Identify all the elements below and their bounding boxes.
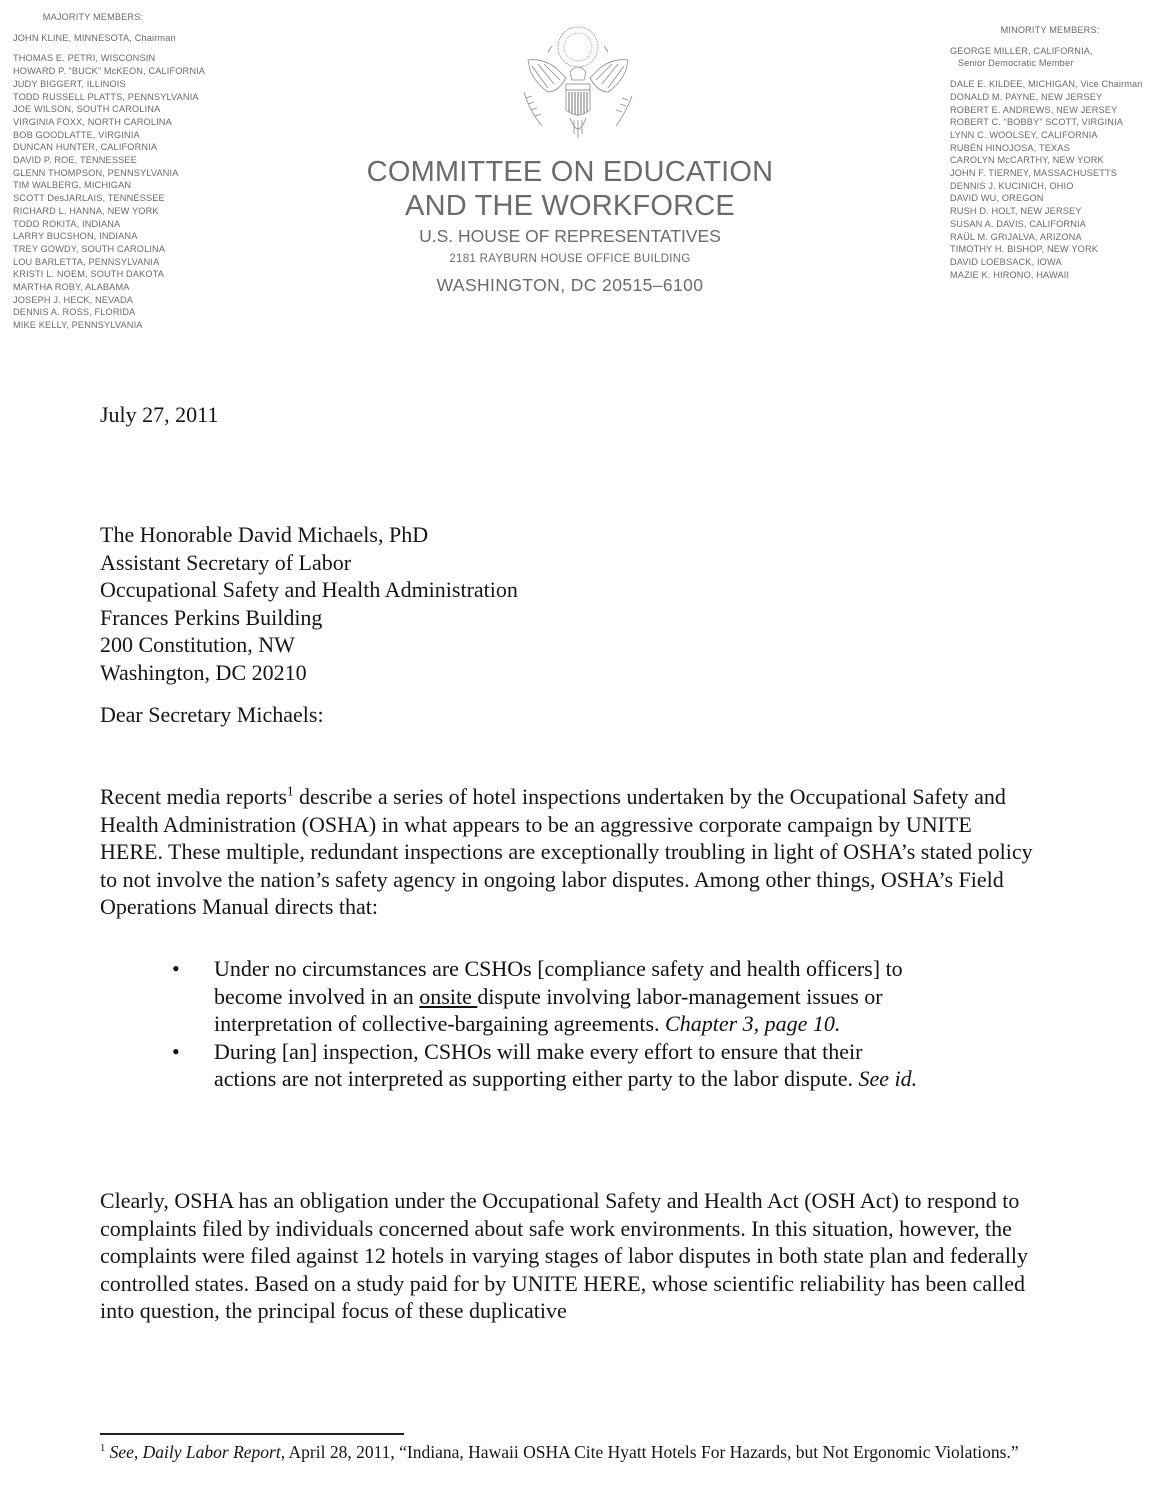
minority-member: MAZIE K. HIRONO, HAWAII <box>950 269 1070 280</box>
majority-member: DENNIS A. ROSS, FLORIDA <box>13 307 136 318</box>
majority-member: JUDY BIGGERT, ILLINOIS <box>13 78 126 89</box>
great-seal-eagle-icon <box>508 22 648 140</box>
majority-chairman: JOHN KLINE, MINNESOTA, Chairman <box>13 32 176 43</box>
recipient-line: The Honorable David Michaels, PhD <box>100 522 429 547</box>
bullet-1-citation: Chapter 3, page 10. <box>665 1011 841 1036</box>
committee-name-line1: COMMITTEE ON EDUCATION <box>366 156 774 188</box>
minority-member: JOHN F. TIERNEY, MASSACHUSETTS <box>950 168 1118 179</box>
footnote-reference[interactable]: 1 <box>286 783 294 799</box>
letter-date: July 27, 2011 <box>100 402 219 427</box>
recipient-line: Washington, DC 20210 <box>100 659 307 685</box>
office-building-address: 2181 RAYBURN HOUSE OFFICE BUILDING <box>449 253 691 265</box>
majority-member: VIRGINIA FOXX, NORTH CAROLINA <box>13 116 172 127</box>
footnote-divider <box>100 1433 404 1435</box>
majority-member: HOWARD P. “BUCK” McKEON, CALIFORNIA <box>13 66 206 77</box>
underlined-term: onsite <box>419 983 478 1009</box>
footnote-citation: See, Daily Labor Report, <box>109 1442 286 1462</box>
recipient-line: 200 Constitution, NW <box>100 632 295 657</box>
majority-member: KRISTI L. NOEM, SOUTH DAKOTA <box>13 269 165 280</box>
minority-member: RUBÉN HINOJOSA, TEXAS <box>950 142 1070 153</box>
minority-member: ROBERT E. ANDREWS, NEW JERSEY <box>950 104 1118 115</box>
footnote-number: 1 <box>100 1443 106 1455</box>
bullet-1-text: Under no circumstances are CSHOs [compliance safety and health officers] to become involved in an <box>214 956 903 1009</box>
minority-members-list <box>950 24 1174 281</box>
footnote <box>100 1442 1020 1463</box>
minority-member: LYNN C. WOOLSEY, CALIFORNIA <box>950 129 1098 140</box>
majority-member: JOSEPH J. HECK, NEVADA <box>13 294 134 305</box>
paragraph-1 <box>100 783 1035 921</box>
city-zip-line: WASHINGTON, DC 20515–6100 <box>436 275 704 295</box>
minority-member-items <box>950 78 1174 281</box>
recipient-line: Assistant Secretary of Labor <box>100 549 352 575</box>
majority-member: RICHARD L. HANNA, NEW YORK <box>13 205 159 216</box>
majority-member: MIKE KELLY, PENNSYLVANIA <box>13 320 143 331</box>
majority-member: LARRY BUCSHON, INDIANA <box>13 231 138 242</box>
salutation: Dear Secretary Michaels: <box>100 702 324 727</box>
majority-member-items <box>13 52 253 331</box>
bullet-2-text: During [an] inspection, CSHOs will make every effort to ensure that their actions are not interpreted as supporting either party to the labor dispute. <box>214 1038 863 1091</box>
quoted-bullet-list <box>172 955 922 1093</box>
house-of-representatives: U.S. HOUSE OF REPRESENTATIVES <box>419 226 721 246</box>
minority-member: SUSAN A. DAVIS, CALIFORNIA <box>950 218 1086 229</box>
majority-member: SCOTT DesJARLAIS, TENNESSEE <box>13 193 165 204</box>
minority-senior-title: Senior Democratic Member <box>958 58 1074 69</box>
minority-member: DAVID WU, OREGON <box>950 193 1044 204</box>
minority-member: DONALD M. PAYNE, NEW JERSEY <box>950 91 1103 102</box>
minority-member: DALE E. KILDEE, MICHIGAN, Vice Chairman <box>950 79 1143 90</box>
majority-member: TREY GOWDY, SOUTH CAROLINA <box>13 243 166 254</box>
paragraph-1-start: Recent media reports <box>100 784 287 809</box>
paragraph-2: Clearly, OSHA has an obligation under the Occupational Safety and Health Act (OSH Act) to respond to complaints filed by individuals concerned about safe work environments. In this situation, however, the complaints were filed against 12 hotels in varying stages of labor disputes in both state plan and federally controlled states. Based on a study paid for by UNITE HERE, whose scientific reliability has been called into question, the principal focus of these duplicative <box>100 1188 1029 1323</box>
majority-member: THOMAS E. PETRI, WISCONSIN <box>13 53 156 64</box>
majority-member: MARTHA ROBY, ALABAMA <box>13 282 130 293</box>
minority-member: RAÜL M. GRIJALVA, ARIZONA <box>950 231 1082 242</box>
recipient-address <box>100 521 518 686</box>
minority-members-header: MINORITY MEMBERS: <box>1000 25 1100 35</box>
majority-member: TODD RUSSELL PLATTS, PENNSYLVANIA <box>13 91 199 102</box>
minority-member: ROBERT C. “BOBBY” SCOTT, VIRGINIA <box>950 117 1124 128</box>
paragraph-1-rest: describe a series of hotel inspections undertaken by the Occupational Safety and Health Administration (OSHA) in what appears to be an aggressive corporate campaign by UNITE HERE. These multiple, redundant inspections are exceptionally troubling in light of OSHA’s stated policy to not involve the nation’s safety agency in ongoing labor disputes. Among other things, OSHA’s Field Operations Manual directs that: <box>100 784 1033 919</box>
majority-members-list <box>13 11 253 332</box>
committee-name-line2: AND THE WORKFORCE <box>405 190 735 222</box>
bullet-item <box>172 955 922 1038</box>
bullet-2-citation: See id. <box>858 1066 918 1091</box>
bullet-item <box>172 1038 922 1093</box>
majority-member: LOU BARLETTA, PENNSYLVANIA <box>13 256 160 267</box>
bullet-icon: • <box>172 1038 180 1064</box>
minority-member: RUSH D. HOLT, NEW JERSEY <box>950 206 1082 217</box>
recipient-line: Frances Perkins Building <box>100 604 323 630</box>
bullet-1-text-cont: dispute involving labor-management issues or interpretation of collective-bargaining agreements. <box>214 983 883 1036</box>
minority-member: DAVID LOEBSACK, IOWA <box>950 256 1062 267</box>
majority-members-header: MAJORITY MEMBERS: <box>42 12 144 22</box>
minority-member: DENNIS J. KUCINICH, OHIO <box>950 180 1074 191</box>
majority-member: JOE WILSON, SOUTH CAROLINA <box>13 104 161 115</box>
minority-senior-member: GEORGE MILLER, CALIFORNIA, <box>950 45 1093 56</box>
recipient-line: Occupational Safety and Health Administration <box>100 577 518 602</box>
majority-member: GLENN THOMPSON, PENNSYLVANIA <box>13 167 179 178</box>
minority-member: TIMOTHY H. BISHOP, NEW YORK <box>950 244 1099 255</box>
majority-member: DUNCAN HUNTER, CALIFORNIA <box>13 142 158 153</box>
majority-member: TIM WALBERG, MICHIGAN <box>13 180 132 191</box>
footnote-text: April 28, 2011, “Indiana, Hawaii OSHA Cite Hyatt Hotels For Hazards, but Not Ergonomic Violations.” <box>285 1442 1019 1462</box>
bullet-icon: • <box>172 956 180 981</box>
majority-member: DAVID P. ROE, TENNESSEE <box>13 155 137 166</box>
majority-member: BOB GOODLATTE, VIRGINIA <box>13 129 140 140</box>
majority-member: TODD ROKITA, INDIANA <box>13 218 121 229</box>
minority-member: CAROLYN McCARTHY, NEW YORK <box>950 155 1104 166</box>
